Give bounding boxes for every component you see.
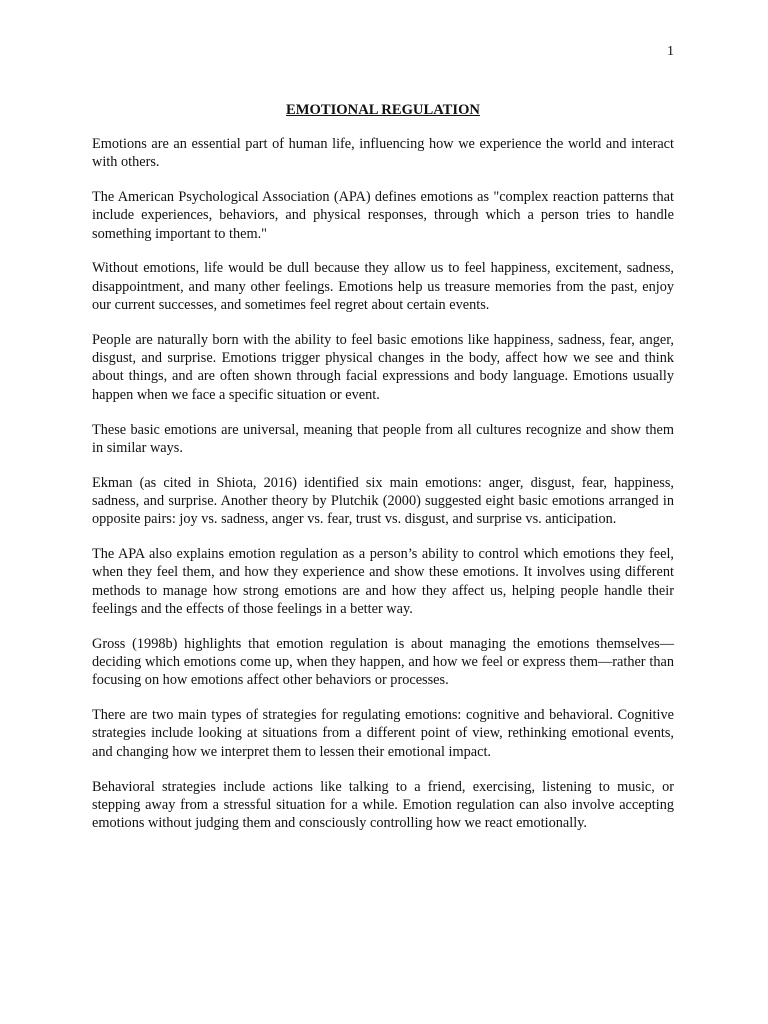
paragraph-basic-emotions: People are naturally born with the ability to feel basic emotions like happiness, sadness, fear, anger, disgust, and surprise. Emotions trigger physical changes in the body, affect how we see and think about things, and are often shown through facial expressions and body language. Emotions usually happen when we face a specific situation or event. (92, 331, 674, 403)
paragraph-intro: Emotions are an essential part of human life, influencing how we experience the world and interact with others. (92, 136, 674, 171)
page-number: 1 (667, 44, 674, 59)
paragraph-universal: These basic emotions are universal, meaning that people from all cultures recognize and show them in similar ways. (92, 421, 674, 456)
document-title: EMOTIONAL REGULATION (286, 102, 480, 118)
paragraph-gross: Gross (1998b) highlights that emotion regulation is about managing the emotions themselves—deciding which emotions come up, when they happen, and how we feel or express them—rather than focusing on how emotions affect other behaviors or processes. (92, 635, 674, 689)
paragraph-without-emotions: Without emotions, life would be dull because they allow us to feel happiness, excitement, sadness, disappointment, and many other feelings. Emotions help us treasure memories from the past, enjoy our current successes, and sometimes feel regret about certain events. (92, 260, 674, 314)
paragraph-apa-regulation: The APA also explains emotion regulation as a person’s ability to control which emotions they feel, when they feel them, and how they experience and show these emotions. It involves using different methods to manage how strong emotions are and how they affect us, helping people handle their feelings and the effects of those feelings in a better way. (92, 546, 674, 617)
paragraph-behavioral-strategies: Behavioral strategies include actions like talking to a friend, exercising, listening to music, or stepping away from a stressful situation for a while. Emotion regulation can also involve accepting emotions without judging them and consciously controlling how we react emotionally. (92, 778, 674, 832)
paragraph-ekman-plutchik: Ekman (as cited in Shiota, 2016) identified six main emotions: anger, disgust, fear, happiness, sadness, and surprise. Another theory by Plutchik (2000) suggested eight basic emotions arranged in opposite pairs: joy vs. sadness, anger vs. fear, trust vs. disgust, and surprise vs. anticipation. (92, 474, 674, 528)
document-body (92, 100, 674, 849)
paragraph-strategy-types: There are two main types of strategies for regulating emotions: cognitive and behavioral. Cognitive strategies include looking at situations from a different point of view, rethinking emotional events, and changing how we interpret them to lessen their emotional impact. (92, 707, 674, 760)
paragraph-apa-definition: The American Psychological Association (APA) defines emotions as "complex reaction patterns that include experiences, behaviors, and physical responses, through which a person tries to handle something important to them." (92, 189, 674, 242)
